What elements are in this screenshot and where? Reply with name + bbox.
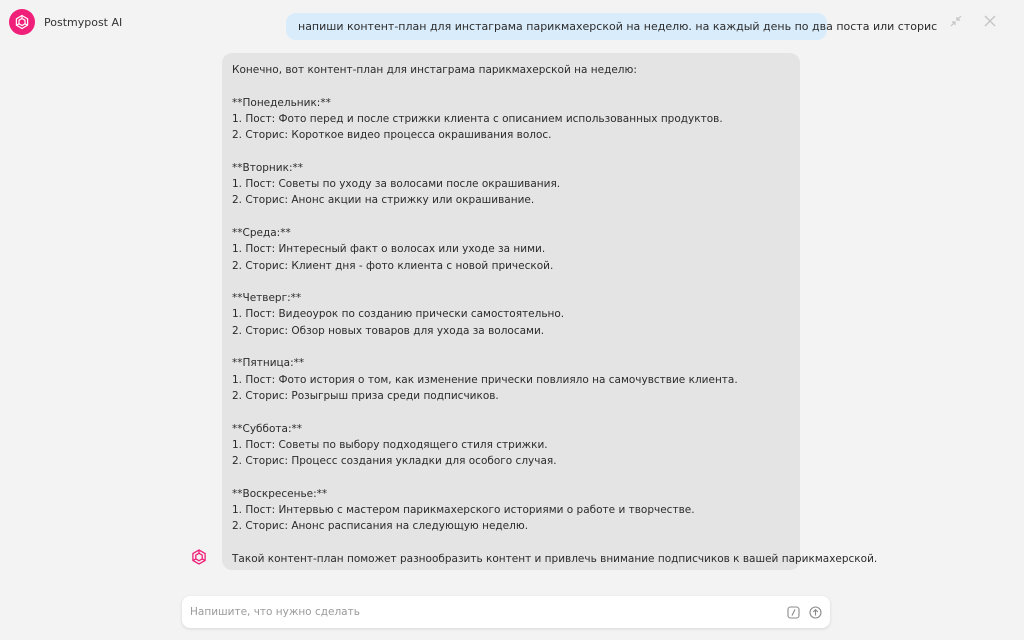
plan-item: 1. Пост: Интересный факт о волосах или уходе за ними. [232,243,546,256]
brand [9,9,122,35]
plan-item: 1. Пост: Фото история о том, как изменение прически повлияло на самочувствие клиента. [232,373,738,386]
day-heading: **Суббота:** [232,422,303,435]
plan-item: 2. Сторис: Розыгрыш приза среди подписчиков. [232,389,499,402]
plan-item: 2. Сторис: Короткое видео процесса окрашивания волос. [232,129,552,142]
close-icon[interactable] [982,13,998,29]
plan-item: 2. Сторис: Клиент дня - фото клиента с новой прической. [232,259,554,272]
plan-item: 1. Пост: Советы по уходу за волосами после окрашивания. [232,178,561,191]
plan-item: 2. Сторис: Анонс акции на стрижку или окрашивание. [232,194,535,207]
day-heading: **Вторник:** [232,161,303,174]
assistant-intro: Конечно, вот контент-план для инстаграма парикмахерской на неделю: [232,64,637,76]
minimize-arrows-icon[interactable] [948,13,964,29]
plan-item: 1. Пост: Советы по выбору подходящего стиля стрижки. [232,438,548,451]
slash-command-icon[interactable] [786,605,800,619]
send-arrow-icon[interactable] [808,605,822,619]
user-message: напиши контент-план для инстаграма парикмахерской на неделю. на каждый день по два поста или сторис [286,13,827,40]
app-name: Postmypost AI [44,15,123,29]
message-input[interactable] [190,602,786,622]
day-heading: **Воскресенье:** [232,487,328,500]
window-controls [948,13,998,29]
assistant-avatar-icon [191,549,207,565]
plan-item: 2. Сторис: Процесс создания укладки для особого случая. [232,455,557,468]
plan-item: 1. Пост: Видеоурок по созданию прически самостоятельно. [232,308,565,321]
day-heading: **Понедельник:** [232,96,331,109]
day-heading: **Пятница:** [232,357,305,370]
plan-item: 2. Сторис: Анонс расписания на следующую неделю. [232,520,529,533]
assistant-outro: Такой контент-план поможет разнообразить контент и привлечь внимание подписчиков к вашей парикмахерской. [232,552,878,565]
assistant-message [222,53,878,570]
plan-item: 1. Пост: Фото перед и после стрижки клиента с описанием использованных продуктов. [232,112,723,125]
day-heading: **Среда:** [232,226,291,239]
postmypost-logo-icon [9,9,35,35]
plan-item: 1. Пост: Интервью с мастером парикмахерского историями о работе и творчестве. [232,504,695,517]
day-heading: **Четверг:** [232,292,302,305]
message-composer [182,596,830,628]
composer-actions [786,605,822,619]
plan-item: 2. Сторис: Обзор новых товаров для ухода за волосами. [232,324,545,337]
